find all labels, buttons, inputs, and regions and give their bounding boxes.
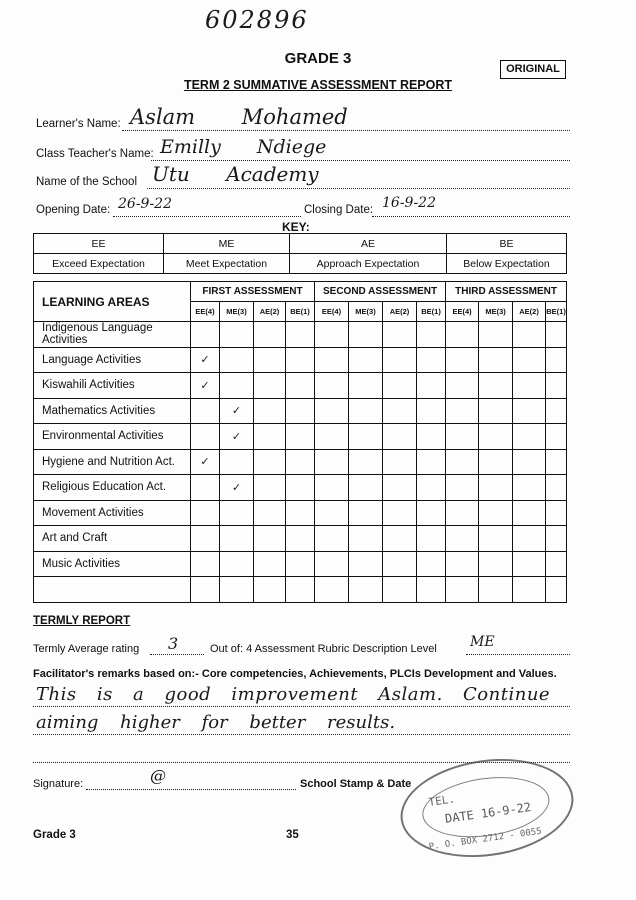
rating-cell[interactable]	[220, 373, 254, 399]
rating-cell[interactable]	[479, 322, 513, 348]
rating-cell[interactable]	[417, 475, 446, 501]
rating-cell[interactable]	[513, 398, 546, 424]
rating-cell[interactable]	[417, 347, 446, 373]
rating-subheader-cell: BE(1)	[546, 302, 567, 322]
rating-cell[interactable]	[191, 347, 220, 373]
rating-cell[interactable]	[513, 500, 546, 526]
rating-cell[interactable]	[220, 449, 254, 475]
rating-subheader-cell: EE(4)	[191, 302, 220, 322]
rating-cell[interactable]	[417, 424, 446, 450]
rating-cell[interactable]	[254, 449, 286, 475]
learning-area-name: Indigenous Language Activities	[34, 322, 191, 348]
rating-cell[interactable]	[254, 322, 286, 348]
rating-cell[interactable]	[349, 424, 383, 450]
key-code-ae: AE	[290, 234, 447, 254]
footer-grade: Grade 3	[33, 829, 76, 841]
signature-label: Signature:	[33, 778, 84, 790]
checkmark-icon: ✓	[231, 430, 242, 443]
key-desc-me: Meet Expectation	[164, 254, 290, 274]
rating-cell[interactable]	[546, 347, 567, 373]
closing-date-label: Closing Date:	[304, 204, 374, 216]
rating-cell[interactable]	[546, 424, 567, 450]
key-desc-ee: Exceed Expectation	[34, 254, 164, 274]
rating-cell[interactable]	[479, 449, 513, 475]
rating-cell[interactable]	[286, 347, 315, 373]
rating-cell[interactable]	[315, 551, 349, 577]
key-desc-ae: Approach Expectation	[290, 254, 447, 274]
rating-cell[interactable]	[417, 526, 446, 552]
remarks-text-2: aiming higher for better results.	[36, 712, 396, 733]
rating-cell[interactable]	[546, 449, 567, 475]
rating-cell[interactable]	[446, 500, 479, 526]
table-row	[34, 449, 567, 475]
learning-area-name: Environmental Activities	[34, 424, 191, 450]
rating-cell[interactable]	[513, 449, 546, 475]
rating-cell[interactable]	[479, 347, 513, 373]
rating-cell[interactable]	[315, 526, 349, 552]
rating-subheader-cell: EE(4)	[446, 302, 479, 322]
rating-cell[interactable]	[513, 322, 546, 348]
checkmark-icon: ✓	[200, 456, 210, 469]
rating-cell[interactable]	[220, 577, 254, 603]
rating-subheader-cell: ME(3)	[479, 302, 513, 322]
rating-cell[interactable]	[191, 551, 220, 577]
learning-area-name: Kiswahili Activities	[34, 373, 191, 399]
table-row	[34, 475, 567, 501]
rating-subheader-cell: ME(3)	[349, 302, 383, 322]
learning-area-name: Hygiene and Nutrition Act.	[34, 449, 191, 475]
rating-cell[interactable]	[191, 373, 220, 399]
rating-cell[interactable]	[315, 398, 349, 424]
rating-cell[interactable]	[191, 322, 220, 348]
closing-date-line	[372, 216, 570, 217]
rubric-level-value: ME	[470, 634, 495, 650]
rating-cell[interactable]	[479, 551, 513, 577]
rating-cell[interactable]	[479, 475, 513, 501]
rating-cell[interactable]	[286, 373, 315, 399]
rating-cell[interactable]	[254, 526, 286, 552]
rating-cell[interactable]	[191, 526, 220, 552]
rating-cell[interactable]	[286, 322, 315, 348]
rating-cell[interactable]	[220, 526, 254, 552]
rating-cell[interactable]	[315, 475, 349, 501]
rating-cell[interactable]	[546, 577, 567, 603]
rating-cell[interactable]	[417, 373, 446, 399]
first-assessment-header: FIRST ASSESSMENT	[191, 282, 315, 302]
rating-cell[interactable]	[417, 322, 446, 348]
rating-cell[interactable]	[446, 424, 479, 450]
rating-subheader-cell: AE(2)	[383, 302, 417, 322]
grade-title: GRADE 3	[284, 50, 352, 67]
assessment-table	[33, 281, 567, 603]
rating-cell[interactable]	[191, 424, 220, 450]
rating-cell[interactable]	[513, 475, 546, 501]
rating-cell[interactable]	[254, 424, 286, 450]
rating-cell[interactable]	[254, 500, 286, 526]
rating-cell[interactable]	[383, 449, 417, 475]
key-desc-be: Below Expectation	[447, 254, 567, 274]
rating-cell[interactable]	[446, 322, 479, 348]
rating-cell[interactable]	[446, 347, 479, 373]
remarks-text-1: This is a good improvement Aslam. Continue	[36, 684, 551, 705]
rating-cell[interactable]	[383, 475, 417, 501]
learning-area-name: Religious Education Act.	[34, 475, 191, 501]
second-assessment-header: SECOND ASSESSMENT	[315, 282, 446, 302]
rating-cell[interactable]	[220, 475, 254, 501]
rating-cell[interactable]	[446, 449, 479, 475]
rating-cell[interactable]	[220, 322, 254, 348]
rating-cell[interactable]	[446, 551, 479, 577]
checkmark-icon: ✓	[231, 481, 242, 494]
key-table	[33, 233, 567, 274]
rating-cell[interactable]	[383, 551, 417, 577]
rating-cell[interactable]	[286, 475, 315, 501]
rating-cell[interactable]	[513, 347, 546, 373]
rating-cell[interactable]	[349, 322, 383, 348]
rating-cell[interactable]	[546, 373, 567, 399]
signature-line	[86, 789, 296, 790]
rating-cell[interactable]	[446, 398, 479, 424]
key-title: KEY:	[282, 220, 310, 234]
original-label: ORIGINAL	[500, 60, 566, 79]
rating-cell[interactable]	[286, 449, 315, 475]
rating-cell[interactable]	[479, 398, 513, 424]
school-name-line	[147, 188, 570, 189]
key-code-ee: EE	[34, 234, 164, 254]
rating-cell[interactable]	[383, 500, 417, 526]
teacher-name-line	[151, 160, 570, 161]
rating-cell[interactable]	[191, 475, 220, 501]
checkmark-icon: ✓	[231, 405, 242, 418]
rubric-level-line	[466, 654, 570, 655]
rating-cell[interactable]	[417, 551, 446, 577]
remarks-line-2	[33, 734, 570, 735]
rating-cell[interactable]	[254, 398, 286, 424]
rating-cell[interactable]	[546, 322, 567, 348]
school-name-value: Utu Academy	[152, 162, 319, 186]
avg-rating-label: Termly Average rating	[33, 643, 140, 655]
avg-rating-line	[150, 654, 204, 655]
rating-cell[interactable]	[315, 347, 349, 373]
key-code-be: BE	[447, 234, 567, 254]
rating-cell[interactable]	[383, 526, 417, 552]
rating-cell[interactable]	[286, 398, 315, 424]
opening-date-line	[113, 216, 301, 217]
learning-area-name: Mathematics Activities	[34, 398, 191, 424]
rating-cell[interactable]	[479, 424, 513, 450]
learner-name-label: Learner's Name:	[36, 118, 121, 130]
rating-cell[interactable]	[446, 475, 479, 501]
report-title: TERM 2 SUMMATIVE ASSESSMENT REPORT	[183, 78, 453, 92]
learning-area-name: Language Activities	[34, 347, 191, 373]
page-number: 35	[286, 829, 299, 841]
opening-date-value: 26-9-22	[118, 196, 172, 212]
rating-subheader-cell: EE(4)	[315, 302, 349, 322]
table-row	[34, 526, 567, 552]
rating-cell[interactable]	[220, 347, 254, 373]
table-row	[34, 398, 567, 424]
rating-cell[interactable]	[446, 373, 479, 399]
rating-cell[interactable]	[191, 577, 220, 603]
rating-cell[interactable]	[513, 424, 546, 450]
remarks-label: Facilitator's remarks based on:- Core competencies, Achievements, PLCIs Development and Values.	[33, 668, 557, 680]
rating-cell[interactable]	[191, 500, 220, 526]
rating-cell[interactable]	[546, 398, 567, 424]
rating-subheader-cell: BE(1)	[417, 302, 446, 322]
rating-cell[interactable]	[446, 526, 479, 552]
rating-cell[interactable]	[383, 577, 417, 603]
rating-cell[interactable]	[286, 526, 315, 552]
rating-cell[interactable]	[349, 398, 383, 424]
learning-area-name: Music Activities	[34, 551, 191, 577]
rating-cell[interactable]	[191, 398, 220, 424]
rating-cell[interactable]	[479, 373, 513, 399]
rating-cell[interactable]	[315, 373, 349, 399]
rating-cell[interactable]	[546, 500, 567, 526]
rating-cell[interactable]	[479, 526, 513, 552]
learner-name-value: Aslam Mohamed	[130, 105, 348, 129]
rating-cell[interactable]	[513, 551, 546, 577]
learner-name-line	[122, 130, 570, 131]
rating-cell[interactable]	[349, 475, 383, 501]
key-code-me: ME	[164, 234, 290, 254]
table-row	[34, 322, 567, 348]
rating-subheader-cell: AE(2)	[513, 302, 546, 322]
table-row	[34, 373, 567, 399]
termly-report-heading: TERMLY REPORT	[33, 615, 131, 627]
rating-cell[interactable]	[286, 424, 315, 450]
rating-cell[interactable]	[479, 577, 513, 603]
rating-cell[interactable]	[349, 577, 383, 603]
rating-cell[interactable]	[315, 500, 349, 526]
rating-subheader-cell: ME(3)	[220, 302, 254, 322]
rating-cell[interactable]	[383, 398, 417, 424]
rating-cell[interactable]	[383, 322, 417, 348]
table-row	[34, 500, 567, 526]
rating-cell[interactable]	[254, 373, 286, 399]
rating-cell[interactable]	[546, 526, 567, 552]
serial-number: 602896	[205, 6, 309, 34]
teacher-name-label: Class Teacher's Name:	[36, 148, 154, 160]
rating-subheader-cell: AE(2)	[254, 302, 286, 322]
rating-cell[interactable]	[417, 449, 446, 475]
rating-cell[interactable]	[254, 475, 286, 501]
rating-cell[interactable]	[315, 449, 349, 475]
rating-cell[interactable]	[349, 551, 383, 577]
rating-cell[interactable]	[220, 551, 254, 577]
school-name-label: Name of the School	[36, 176, 138, 188]
rating-cell[interactable]	[349, 373, 383, 399]
rating-cell[interactable]	[349, 500, 383, 526]
learning-area-name	[34, 577, 191, 603]
rating-cell[interactable]	[220, 500, 254, 526]
opening-date-label: Opening Date:	[36, 204, 111, 216]
table-row	[34, 577, 567, 603]
rating-cell[interactable]	[513, 373, 546, 399]
rating-cell[interactable]	[546, 551, 567, 577]
rating-cell[interactable]	[254, 577, 286, 603]
table-row	[34, 551, 567, 577]
rating-cell[interactable]	[417, 398, 446, 424]
rating-subheader-cell: BE(1)	[286, 302, 315, 322]
rating-cell[interactable]	[286, 551, 315, 577]
rating-cell[interactable]	[446, 577, 479, 603]
rating-cell[interactable]	[315, 424, 349, 450]
rating-cell[interactable]	[286, 500, 315, 526]
rating-cell[interactable]	[479, 500, 513, 526]
rating-cell[interactable]	[254, 551, 286, 577]
rating-cell[interactable]	[349, 347, 383, 373]
rating-cell[interactable]	[349, 449, 383, 475]
table-row	[34, 424, 567, 450]
rating-cell[interactable]	[546, 475, 567, 501]
rating-cell[interactable]	[513, 577, 546, 603]
rating-cell[interactable]	[254, 347, 286, 373]
school-stamp-label: School Stamp & Date	[300, 778, 412, 790]
teacher-name-value: Emilly Ndiege	[160, 136, 327, 158]
signature-value: @	[150, 766, 166, 785]
learning-areas-header: LEARNING AREAS	[34, 282, 191, 322]
rating-cell[interactable]	[383, 424, 417, 450]
avg-rating-value: 3	[168, 634, 179, 653]
stamp-date: DATE 16-9-22	[444, 799, 532, 826]
rating-cell[interactable]	[417, 577, 446, 603]
rating-cell[interactable]	[220, 398, 254, 424]
learning-area-name: Art and Craft	[34, 526, 191, 552]
rating-cell[interactable]	[349, 526, 383, 552]
rating-cell[interactable]	[315, 577, 349, 603]
rating-cell[interactable]	[417, 500, 446, 526]
rating-cell[interactable]	[383, 347, 417, 373]
closing-date-value: 16-9-22	[382, 195, 436, 211]
stamp-tel: TEL.	[427, 792, 456, 810]
table-row	[34, 347, 567, 373]
remarks-line-1	[33, 706, 570, 707]
checkmark-icon: ✓	[200, 354, 210, 367]
learning-area-name: Movement Activities	[34, 500, 191, 526]
rating-cell[interactable]	[286, 577, 315, 603]
rating-cell[interactable]	[220, 424, 254, 450]
rating-cell[interactable]	[383, 373, 417, 399]
checkmark-icon: ✓	[200, 379, 210, 392]
third-assessment-header: THIRD ASSESSMENT	[446, 282, 567, 302]
rubric-label: Out of: 4 Assessment Rubric Description Level	[210, 643, 437, 655]
stamp-box: P. O. BOX 2712 - 0055	[428, 826, 543, 853]
school-stamp	[394, 748, 580, 867]
rating-cell[interactable]	[513, 526, 546, 552]
rating-cell[interactable]	[315, 322, 349, 348]
rating-cell[interactable]	[191, 449, 220, 475]
